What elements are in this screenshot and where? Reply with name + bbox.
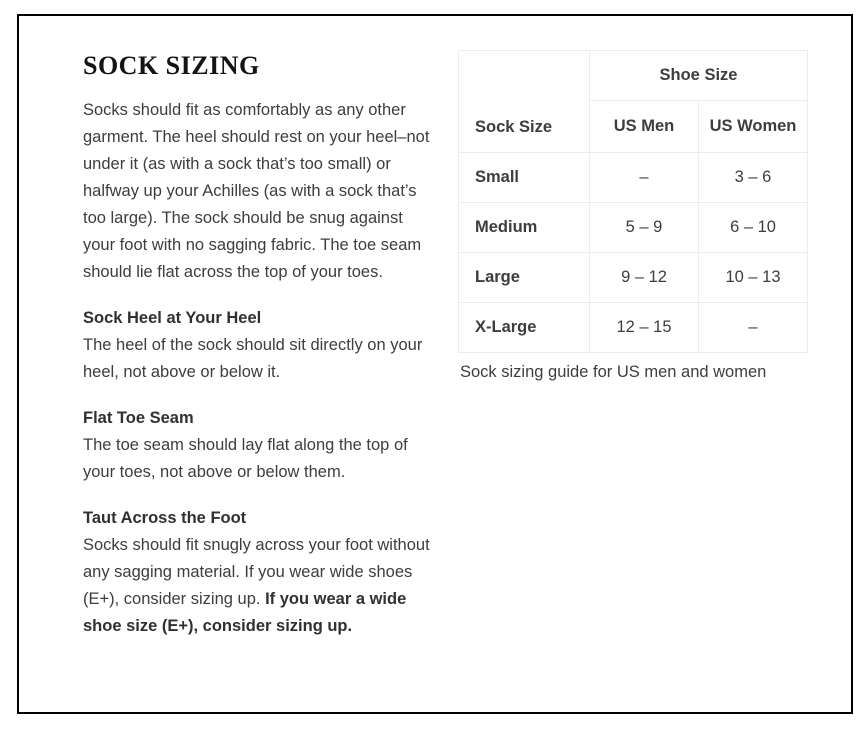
column-group-header-shoe-size: Shoe Size <box>590 51 808 101</box>
row-label-small: Small <box>459 153 590 203</box>
section-body-bold-text: If you wear a wide shoe size (E+), consider sizing up. <box>83 590 407 635</box>
column-header-sock-size: Sock Size <box>459 51 590 153</box>
cell-small-us-women: 3 – 6 <box>699 153 808 203</box>
row-label-large: Large <box>459 253 590 303</box>
table-header-row-group <box>459 51 808 101</box>
intro-paragraph: Socks should fit as comfortably as any other garment. The heel should rest on your heel–not under it (as with a sock that’s too small) or halfway up your Achilles (as with a sock that’s too large). The sock should be snug against your foot with no sagging fabric. The toe seam should lie flat across the top of your toes. <box>83 101 430 281</box>
section-heading-sock-heel: Sock Heel at Your Heel <box>83 309 262 327</box>
cell-large-us-men: 9 – 12 <box>590 253 699 303</box>
table-caption: Sock sizing guide for US men and women <box>460 363 767 381</box>
table-row <box>459 153 808 203</box>
cell-medium-us-men: 5 – 9 <box>590 203 699 253</box>
cell-large-us-women: 10 – 13 <box>699 253 808 303</box>
table-row <box>459 253 808 303</box>
table-row <box>459 303 808 353</box>
section-heading-flat-toe-seam: Flat Toe Seam <box>83 409 194 427</box>
column-header-us-men: US Men <box>590 101 699 153</box>
section-body-taut-across-foot <box>83 532 437 640</box>
cell-small-us-men: – <box>590 153 699 203</box>
section-body-flat-toe-seam: The toe seam should lay flat along the top of your toes, not above or below them. <box>83 436 408 481</box>
cell-medium-us-women: 6 – 10 <box>699 203 808 253</box>
row-label-medium: Medium <box>459 203 590 253</box>
section-body-regular-text: Socks should fit snugly across your foot without any sagging material. If you wear wide shoes (E+), consider sizing up. <box>83 536 430 608</box>
cell-x-large-us-men: 12 – 15 <box>590 303 699 353</box>
sock-sizing-table <box>458 50 808 353</box>
page-title: SOCK SIZING <box>83 51 260 80</box>
page-border-frame <box>17 14 853 714</box>
article <box>83 52 437 640</box>
column-header-us-women: US Women <box>699 101 808 153</box>
cell-x-large-us-women: – <box>699 303 808 353</box>
section-body-sock-heel: The heel of the sock should sit directly on your heel, not above or below it. <box>83 336 423 381</box>
section-heading-taut-across-foot: Taut Across the Foot <box>83 509 247 527</box>
sizing-table-section <box>458 50 810 385</box>
table-row <box>459 203 808 253</box>
row-label-x-large: X-Large <box>459 303 590 353</box>
